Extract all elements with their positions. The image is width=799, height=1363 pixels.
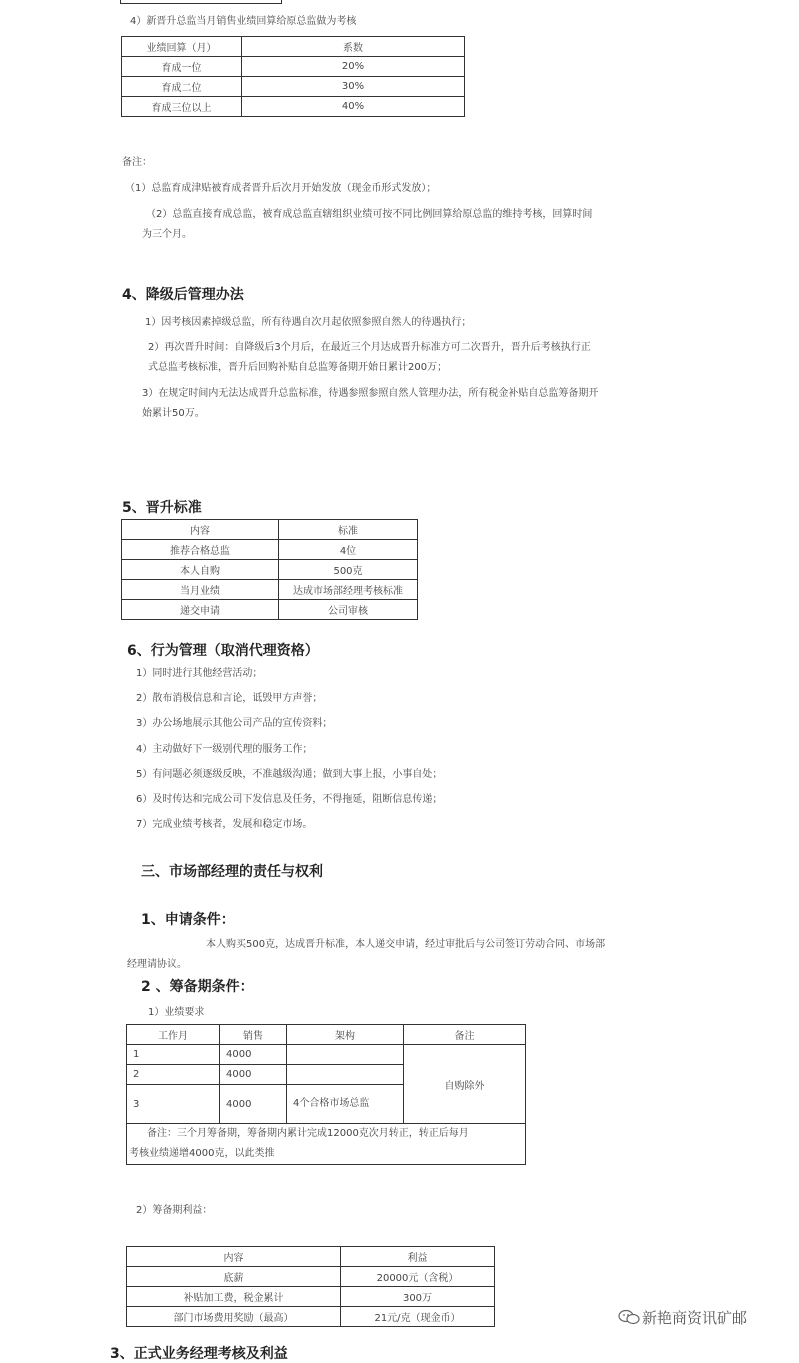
section-4-p2-line2: 式总监考核标准，晋升后回购补贴自总监筹备期开始日累计200万； xyxy=(148,362,448,373)
table-cell: 500克 xyxy=(279,560,418,580)
table-cell: 3 xyxy=(127,1085,220,1124)
table-footer-cell xyxy=(127,1124,526,1165)
table-cell: 达成市场部经理考核标准 xyxy=(279,580,418,600)
item-4-text: 4）新晋升总监当月销售业绩回算给原总监做为考核 xyxy=(130,16,357,27)
table-cell: 底薪 xyxy=(127,1267,341,1287)
table-cell: 20% xyxy=(242,57,465,77)
table-cell: 4个合格市场总监 xyxy=(287,1085,404,1124)
table-row xyxy=(127,1307,495,1327)
table-cell: 40% xyxy=(242,97,465,117)
table-row xyxy=(122,97,465,117)
cutoff-heading: 3、正式业务经理考核及利益 xyxy=(110,1346,288,1362)
table-cell: 工作月 xyxy=(127,1025,220,1045)
table-cell: 标准 xyxy=(279,520,418,540)
table-edge-top xyxy=(120,0,282,4)
table-row xyxy=(127,1045,526,1065)
section-6-item: 5）有问题必须逐级反映，不准越级沟通；做到大事上报，小事自处； xyxy=(136,769,443,780)
table-cell: 4000 xyxy=(220,1045,287,1065)
table-cell: 当月业绩 xyxy=(122,580,279,600)
table-cell: 内容 xyxy=(127,1247,341,1267)
subsection-2-title: 2 、筹备期条件： xyxy=(141,979,254,995)
table-cell: 育成三位以上 xyxy=(122,97,242,117)
table-row xyxy=(122,540,418,560)
table-cell: 育成一位 xyxy=(122,57,242,77)
section-6-title: 6、行为管理（取消代理资格） xyxy=(127,643,319,659)
note-label: 备注： xyxy=(122,157,152,168)
table-cell xyxy=(287,1045,404,1065)
table-header-row xyxy=(127,1025,526,1045)
section-6-item: 4）主动做好下一级别代理的服务工作； xyxy=(136,744,313,755)
section-5-title: 5、晋升标准 xyxy=(122,500,202,516)
table-row xyxy=(122,600,418,620)
section-6-item: 1）同时进行其他经营活动； xyxy=(136,668,263,679)
subsection-2-sub2: 2）筹备期利益： xyxy=(136,1205,213,1216)
table-cell: 补贴加工费，税金累计 xyxy=(127,1287,341,1307)
table-cell: 销售 xyxy=(220,1025,287,1045)
table-cell: 架构 xyxy=(287,1025,404,1045)
footer-line-1: 备注：三个月筹备期，筹备期内累计完成12000克次月转正，转正后每月 xyxy=(147,1128,469,1139)
table-cell: 育成二位 xyxy=(122,77,242,97)
table-cell: 公司审核 xyxy=(279,600,418,620)
subsection-1-line1: 本人购买500克，达成晋升标准，本人递交申请，经过审批后与公司签订劳动合同、市场部 xyxy=(206,939,606,950)
section-4-p3-line1: 3）在规定时间内无法达成晋升总监标准，待遇参照参照自然人管理办法，所有税金补贴自总监筹备期开 xyxy=(142,388,599,399)
table-cell: 4000 xyxy=(220,1065,287,1085)
table-row xyxy=(122,57,465,77)
section-4-title: 4、降级后管理办法 xyxy=(122,287,244,303)
table-cell: 备注 xyxy=(404,1025,526,1045)
section-6-item: 7）完成业绩考核者，发展和稳定市场。 xyxy=(136,819,313,830)
preparation-benefit-table xyxy=(126,1246,495,1327)
subsection-1-line2: 经理请协议。 xyxy=(127,959,187,970)
note-2-line-1: （2）总监直接育成总监，被育成总监直辖组织业绩可按不同比例回算给原总监的维持考核，回算时间 xyxy=(146,209,593,220)
table-header-row xyxy=(122,520,418,540)
section-6-item: 6）及时传达和完成公司下发信息及任务，不得拖延，阻断信息传递； xyxy=(136,794,443,805)
table-cell: 内容 xyxy=(122,520,279,540)
section-6-item: 2）散布消极信息和言论，诋毁甲方声誉； xyxy=(136,693,323,704)
table-cell: 业绩回算（月） xyxy=(122,37,242,57)
table-cell: 递交申请 xyxy=(122,600,279,620)
remark-cell: 自购除外 xyxy=(404,1045,526,1124)
table-cell: 4位 xyxy=(279,540,418,560)
table-footer-row xyxy=(127,1124,526,1165)
table-cell: 20000元（含税） xyxy=(341,1267,495,1287)
table-cell: 2 xyxy=(127,1065,220,1085)
section-4-p2-line1: 2）再次晋升时间：自降级后3个月后，在最近三个月达成晋升标准方可二次晋升，晋升后考核执行正 xyxy=(148,342,591,353)
table-header-row xyxy=(122,37,465,57)
table-row xyxy=(122,77,465,97)
table-cell: 4000 xyxy=(220,1085,287,1124)
table-row xyxy=(127,1287,495,1307)
table-cell: 系数 xyxy=(242,37,465,57)
table-header-row xyxy=(127,1247,495,1267)
table-cell: 本人自购 xyxy=(122,560,279,580)
section-4-p1: 1）因考核因素掉级总监，所有待遇自次月起依照参照自然人的待遇执行； xyxy=(145,317,472,328)
table-cell: 1 xyxy=(127,1045,220,1065)
wechat-icon xyxy=(618,1309,640,1325)
subsection-1-title: 1、申请条件： xyxy=(141,912,235,928)
table-cell xyxy=(287,1065,404,1085)
table-cell: 利益 xyxy=(341,1247,495,1267)
subsection-2-sub1: 1）业绩要求 xyxy=(148,1007,205,1018)
note-1: （1）总监育成津贴被育成者晋升后次月开始发放（现金币形式发放）； xyxy=(125,183,437,194)
table-row xyxy=(127,1267,495,1287)
table-row xyxy=(122,580,418,600)
watermark-text: 新艳商资讯矿邮 xyxy=(642,1309,748,1327)
promotion-standard-table xyxy=(121,519,418,620)
part-3-title: 三、市场部经理的责任与权利 xyxy=(141,864,323,880)
table-cell: 推荐合格总监 xyxy=(122,540,279,560)
preparation-performance-table xyxy=(126,1024,526,1165)
table-row xyxy=(122,560,418,580)
note-2-line-2: 为三个月。 xyxy=(142,229,192,240)
section-6-item: 3）办公场地展示其他公司产品的宣传资料； xyxy=(136,718,333,729)
table-cell: 30% xyxy=(242,77,465,97)
table-cell: 部门市场费用奖励（最高） xyxy=(127,1307,341,1327)
section-4-p3-line2: 始累计50万。 xyxy=(142,408,205,419)
performance-recalc-table xyxy=(121,36,465,117)
table-cell: 300万 xyxy=(341,1287,495,1307)
footer-line-2: 考核业绩递增4000克，以此类推 xyxy=(129,1148,275,1159)
table-cell: 21元/克（现金币） xyxy=(341,1307,495,1327)
